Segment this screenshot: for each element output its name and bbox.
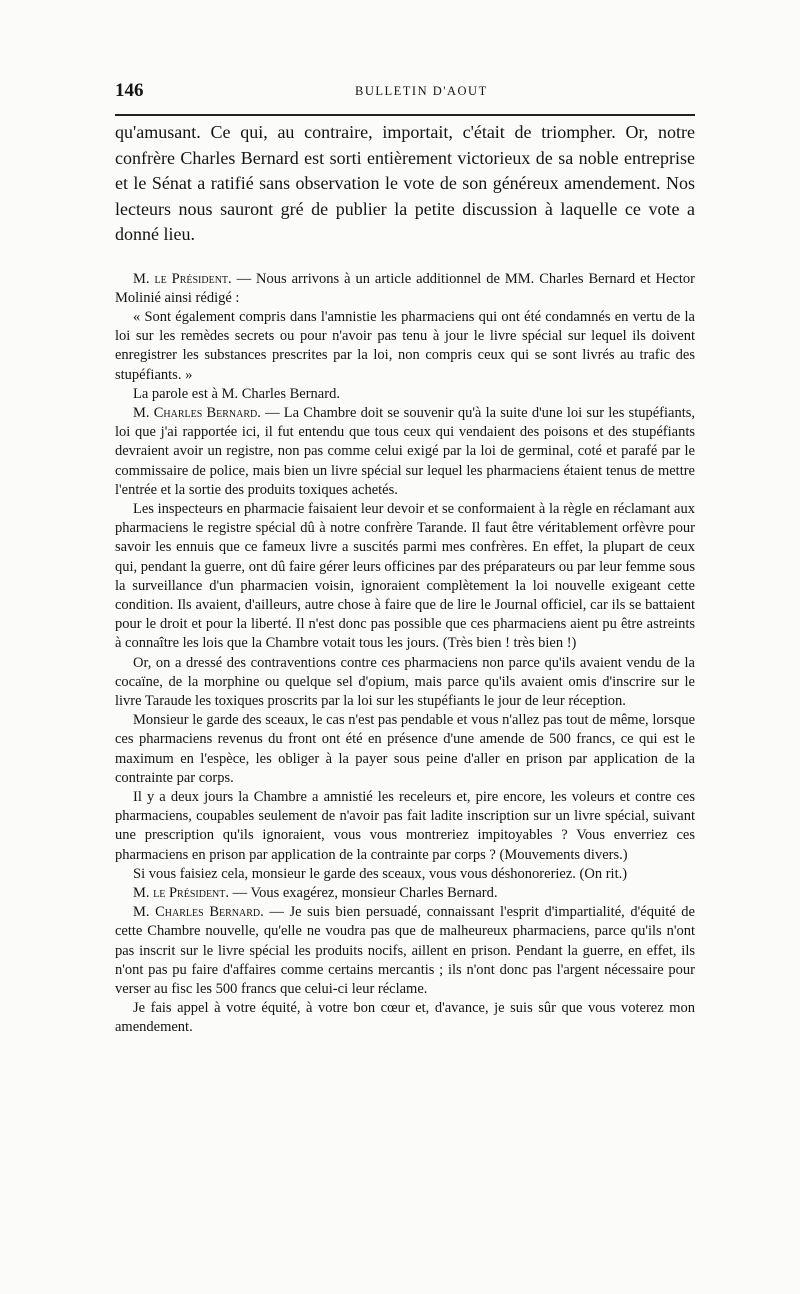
speaker-name: M. le Président.: [133, 270, 232, 287]
header-rule: [115, 114, 695, 116]
speech-paragraph: [115, 270, 695, 308]
speech-text: — Vous exagérez, monsieur Charles Bernard.: [229, 885, 498, 901]
running-title: BULLETIN D'AOUT: [355, 84, 488, 98]
closing-paragraph: Je fais appel à votre équité, à votre bon cœur et, d'avance, je suis sûr que vous voterez mon amendement.: [115, 1000, 695, 1036]
body-paragraph: Si vous faisiez cela, monsieur le garde des sceaux, vous vous déshonoreriez. (On rit.): [133, 865, 628, 882]
speech-text: — Je suis bien persuadé, connaissant l'esprit d'impartialité, d'équité de cette Chambre nouvelle, qu'elle ne voudra pas que de malheureux pharmaciens, parce qu'ils n'ont pas inscrit sur le livre spécial les produits nocifs, aillent en prison. Pendant la guerre, en effet, ils n'ont pas pu faire d'affaires comme certains mercantis ; ils n'ont donc pas l'argent nécessaire pour verser au fisc les 500 francs que celui-ci leur réclame.: [115, 904, 695, 998]
page-header: [115, 80, 695, 104]
body-paragraph: Il y a deux jours la Chambre a amnistié les receleurs et, pire encore, les voleurs et contre ces pharmaciens, coupables seulement de n'avoir pas fait ladite inscription sur un livre spécial, suivant une prescription qu'ils ignoraient, vous vous montreriez impitoyables ? Vous enverriez ces pharmaciens en prison par application de la contrainte par corps ? (Mouvements divers.): [115, 788, 695, 863]
page-number: 146: [115, 80, 144, 101]
body-paragraph: Or, on a dressé des contraventions contre ces pharmaciens non parce qu'ils avaient vendu de la cocaïne, de la morphine ou quelque sel d'opium, mais parce qu'ils avaient omis d'inscrire sur le livre Taraude les toxiques proscrits par la loi sur les stupéfiants le jour de leur réception.: [115, 654, 695, 709]
amendment-quote: « Sont également compris dans l'amnistie les pharmaciens qui ont été condamnés en vertu de la loi sur les remèdes secrets ou pour n'avoir pas tenu à jour le livre spécial sur lequel ils doivent enregistrer les substances prescrites par la loi, non compris ceux qui se sont livrés au trafic des stupéfiants. »: [115, 308, 695, 383]
document-body: [115, 120, 695, 1038]
speech-text: — Nous arrivons à un article additionnel de MM. Charles Bernard et Hector Molinié ainsi rédigé :: [115, 270, 695, 306]
speaker-name: M. Charles Bernard.: [133, 904, 264, 921]
speech-paragraph: [115, 404, 695, 500]
body-paragraph: Monsieur le garde des sceaux, le cas n'est pas pendable et vous n'allez pas tout de même, lorsque ces pharmaciens revenus du front ont été en présence d'une amende de 500 francs, ce qui est le maximum en l'espèce, les obliger à la payer sous peine d'aller en prison par application de la contrainte par corps.: [115, 712, 695, 786]
speaker-name: M. Charles Bernard.: [133, 404, 261, 421]
body-paragraph: Les inspecteurs en pharmacie faisaient leur devoir et se conformaient à la règle en réclamant aux pharmaciens le registre spécial dû à notre confrère Tarande. Il faut être véritablement orfèvre pour savoir les ennuis que ce fameux livre a suscités parmi mes confrères. En effet, la plupart de ceux qui, pendant la guerre, ont dû faire gérer leurs officines par des préparateurs ou par leur femme sous la surveillance d'un pharmacien voisin, ignoraient complètement la loi nouvelle exigeant cette condition. Ils avaient, d'ailleurs, autre chose à faire que de lire le Journal officiel, car ils se battaient pour le droit et pour la liberté. Il n'est donc pas possible que ces pharmaciens aient pu être astreints à connaître les lois que la Chambre votait tous les jours. (Très bien ! très bien !): [115, 500, 695, 652]
speaker-name: M. le Président.: [133, 885, 230, 901]
procedural-line: La parole est à M. Charles Bernard.: [133, 385, 340, 402]
speech-paragraph: [115, 903, 695, 999]
speech-text: — La Chambre doit se souvenir qu'à la suite d'une loi sur les stupéfiants, loi que j'ai rapportée ici, il fut entendu que tous ceux qui vendaient des poisons et des stupéfiants devraient avoir un registre, non pas comme celui exigé par la loi de germinal, coté et parafé par le commissaire de police, mais bien un livre spécial sur lequel les pharmaciens étaient tenus de mettre l'entrée et la sortie des produits toxiques achetés.: [115, 404, 696, 498]
speech-paragraph: [115, 884, 695, 903]
section-gap: [115, 248, 695, 270]
intro-paragraph: qu'amusant. Ce qui, au contraire, importait, c'était de triompher. Or, notre confrère Charles Bernard est sorti entièrement victorieux de sa noble entreprise et le Sénat a ratifié sans observation le vote de son généreux amendement. Nos lecteurs nous sauront gré de publier la petite discussion à laquelle ce vote a donné lieu.: [115, 122, 695, 244]
